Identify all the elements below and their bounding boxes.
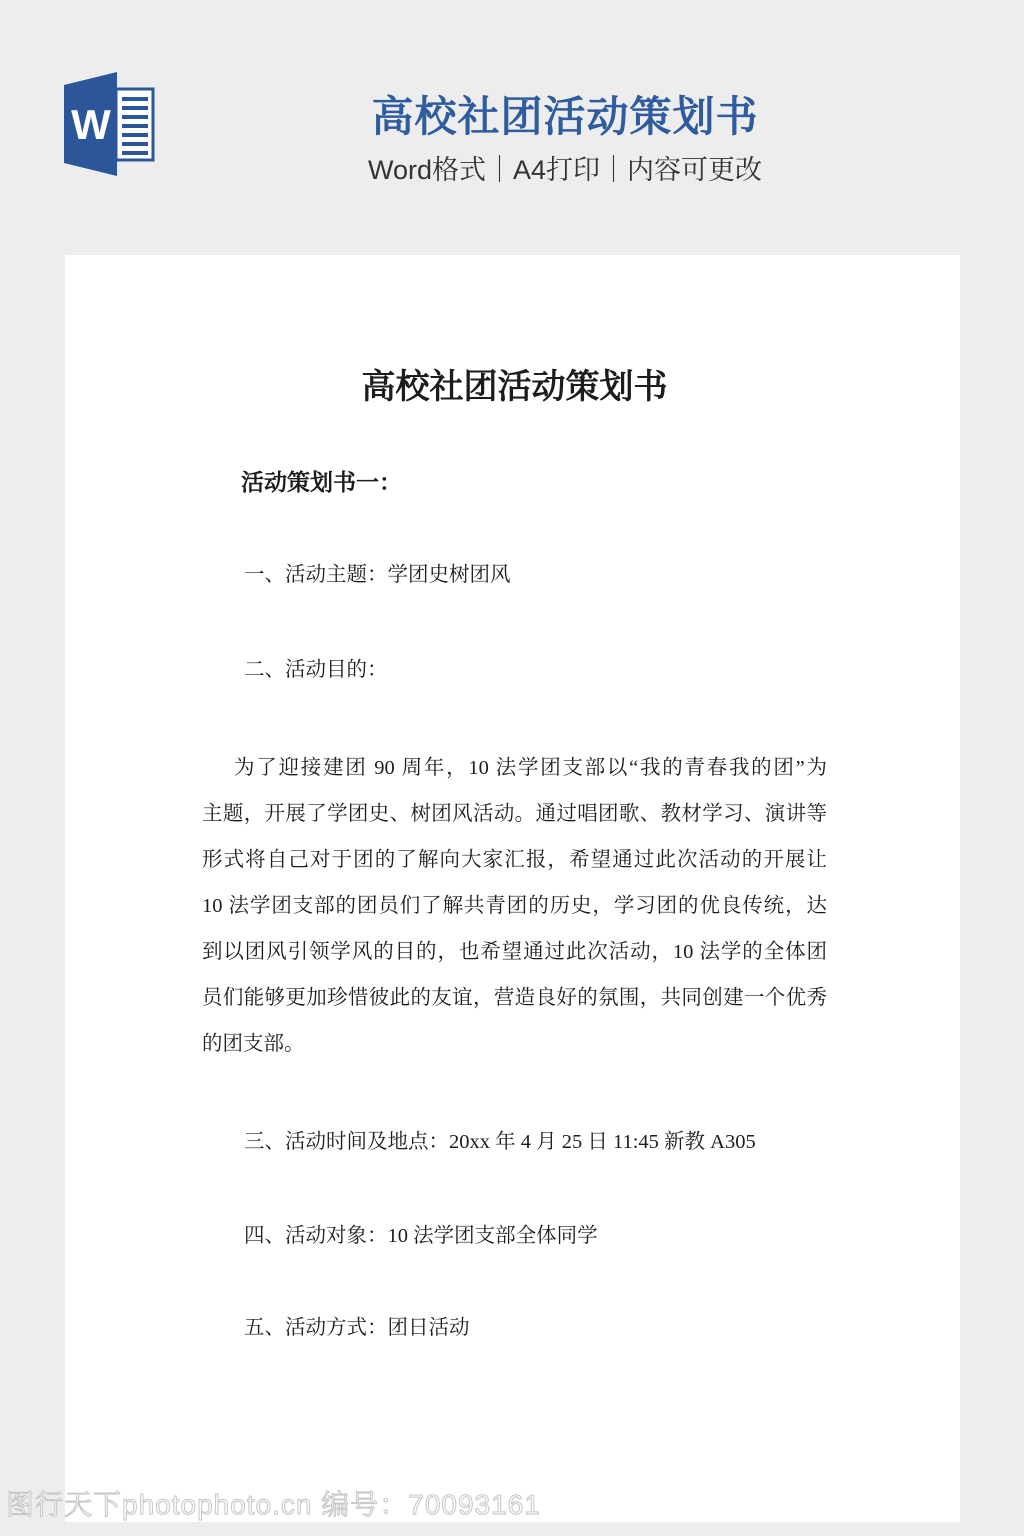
paragraph-line: 主题，开展了学团史、树团风活动。通过唱团歌、教材学习、演讲等 bbox=[202, 803, 827, 825]
header-text bbox=[345, 0, 785, 186]
document-page bbox=[65, 255, 960, 1522]
word-icon bbox=[64, 72, 156, 176]
paragraph-line: 为了迎接建团 90 周年，10 法学团支部以“我的青春我的团”为 bbox=[234, 757, 827, 779]
document-item-method: 五、活动方式：团日活动 bbox=[244, 1317, 470, 1339]
document-content bbox=[65, 255, 960, 1351]
template-title: 高校社团活动策划书 bbox=[371, 93, 759, 140]
document-paragraph bbox=[202, 745, 827, 1067]
template-subtitle: Word格式｜A4打印｜内容可更改 bbox=[367, 155, 763, 185]
document-item-time-place: 三、活动时间及地点：20xx 年 4 月 25 日 11:45 新教 A305 bbox=[244, 1131, 756, 1153]
document-heading: 活动策划书一： bbox=[241, 470, 402, 495]
paragraph-line: 员们能够更加珍惜彼此的友谊，营造良好的氛围，共同创建一个优秀 bbox=[202, 987, 827, 1009]
word-icon-letter: W bbox=[71, 101, 111, 148]
paragraph-line: 的团支部。 bbox=[202, 1033, 305, 1055]
watermark: 图行天下photophoto.cn 编号：70093161 bbox=[6, 1489, 541, 1520]
paragraph-line: 10 法学团支部的团员们了解共青团的历史，学习团的优良传统，达 bbox=[202, 895, 827, 917]
document-item-theme: 一、活动主题：学团史树团风 bbox=[244, 564, 511, 586]
document-item-purpose: 二、活动目的： bbox=[244, 659, 388, 681]
paragraph-line: 形式将自己对于团的了解向大家汇报，希望通过此次活动的开展让 bbox=[202, 849, 827, 871]
document-item-audience: 四、活动对象：10 法学团支部全体同学 bbox=[244, 1225, 598, 1247]
document-title: 高校社团活动策划书 bbox=[361, 369, 668, 406]
header bbox=[0, 0, 1024, 255]
paragraph-line: 到以团风引领学风的目的，也希望通过此次活动，10 法学的全体团 bbox=[202, 941, 827, 963]
